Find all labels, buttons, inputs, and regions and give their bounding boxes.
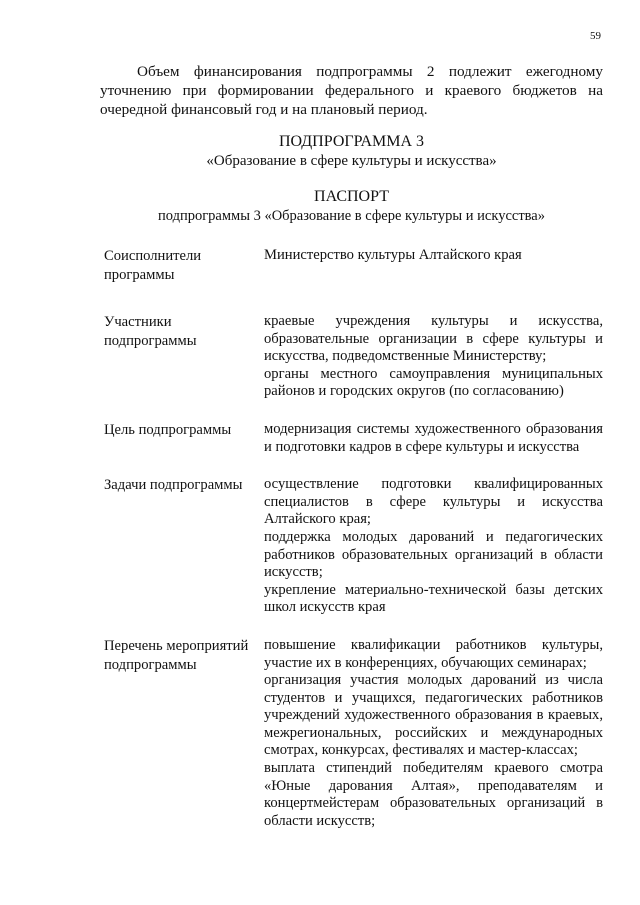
- passport-row-goal: [104, 421, 603, 456]
- row-label: Участники подпрограммы: [104, 314, 197, 349]
- row-paragraph: укрепление материально-технической базы детских школ искусств края: [264, 581, 603, 616]
- row-paragraph: краевые учреждения культуры и искусства, образовательные организации в сфере культуры и искусства, подведомственные Министерству;: [264, 313, 603, 365]
- passport-row-coexecutors: [104, 247, 603, 285]
- row-paragraph: органы местного самоуправления муниципальных районов и городских округов (по согласованию): [264, 365, 603, 400]
- row-paragraph: организация участия молодых дарований из числа студентов и учащихся, педагогических работников учреждений художественного образования в краевых, межрегиональных, российских и международных смотрах, конкурсах, фестивалях и мастер-классах;: [264, 672, 603, 759]
- passport-row-tasks: [104, 476, 603, 617]
- passport-subtitle: подпрограммы 3 «Образование в сфере культуры и искусства»: [157, 208, 545, 224]
- row-paragraph: Министерство культуры Алтайского края: [264, 247, 522, 263]
- intro-paragraph: Объем финансирования подпрограммы 2 подлежит ежегодному уточнению при формировании федерального и краевого бюджетов на очередной финансовый год и на плановый период.: [100, 63, 603, 118]
- subprogram-name: «Образование в сфере культуры и искусства»: [206, 153, 497, 169]
- row-value: [264, 313, 603, 401]
- row-label: Соисполнители программы: [104, 248, 202, 283]
- passport-table: [104, 247, 603, 830]
- subprogram-title: ПОДПРОГРАММА 3: [278, 133, 425, 150]
- row-paragraph: повышение квалификации работников культуры, участие их в конференциях, обучающих семинарах;: [264, 636, 603, 671]
- row-value: [264, 637, 603, 831]
- row-value: [264, 476, 603, 617]
- row-label: Задачи подпрограммы: [104, 477, 243, 494]
- row-label: Перечень мероприятий подпрограммы: [104, 637, 249, 673]
- row-paragraph: выплата стипендий победителям краевого смотра «Юные дарования Алтая», преподавателям и концертмейстерам образовательных организаций в области искусств;: [264, 760, 603, 829]
- passport-row-activities: [104, 637, 603, 831]
- row-paragraph: модернизация системы художественного образования и подготовки кадров в сфере культуры и искусства: [264, 420, 603, 455]
- row-value: [264, 247, 603, 265]
- passport-title: ПАСПОРТ: [314, 188, 389, 205]
- row-paragraph: поддержка молодых дарований и педагогических работников образовательных организаций в области искусств;: [264, 528, 603, 581]
- row-value: [264, 421, 603, 456]
- row-label: Цель подпрограммы: [104, 421, 232, 438]
- row-paragraph: осуществление подготовки квалифицированных специалистов в сфере культуры и искусства Алтайского края;: [264, 476, 603, 528]
- page-number: 59: [590, 30, 601, 42]
- passport-row-participants: [104, 313, 603, 401]
